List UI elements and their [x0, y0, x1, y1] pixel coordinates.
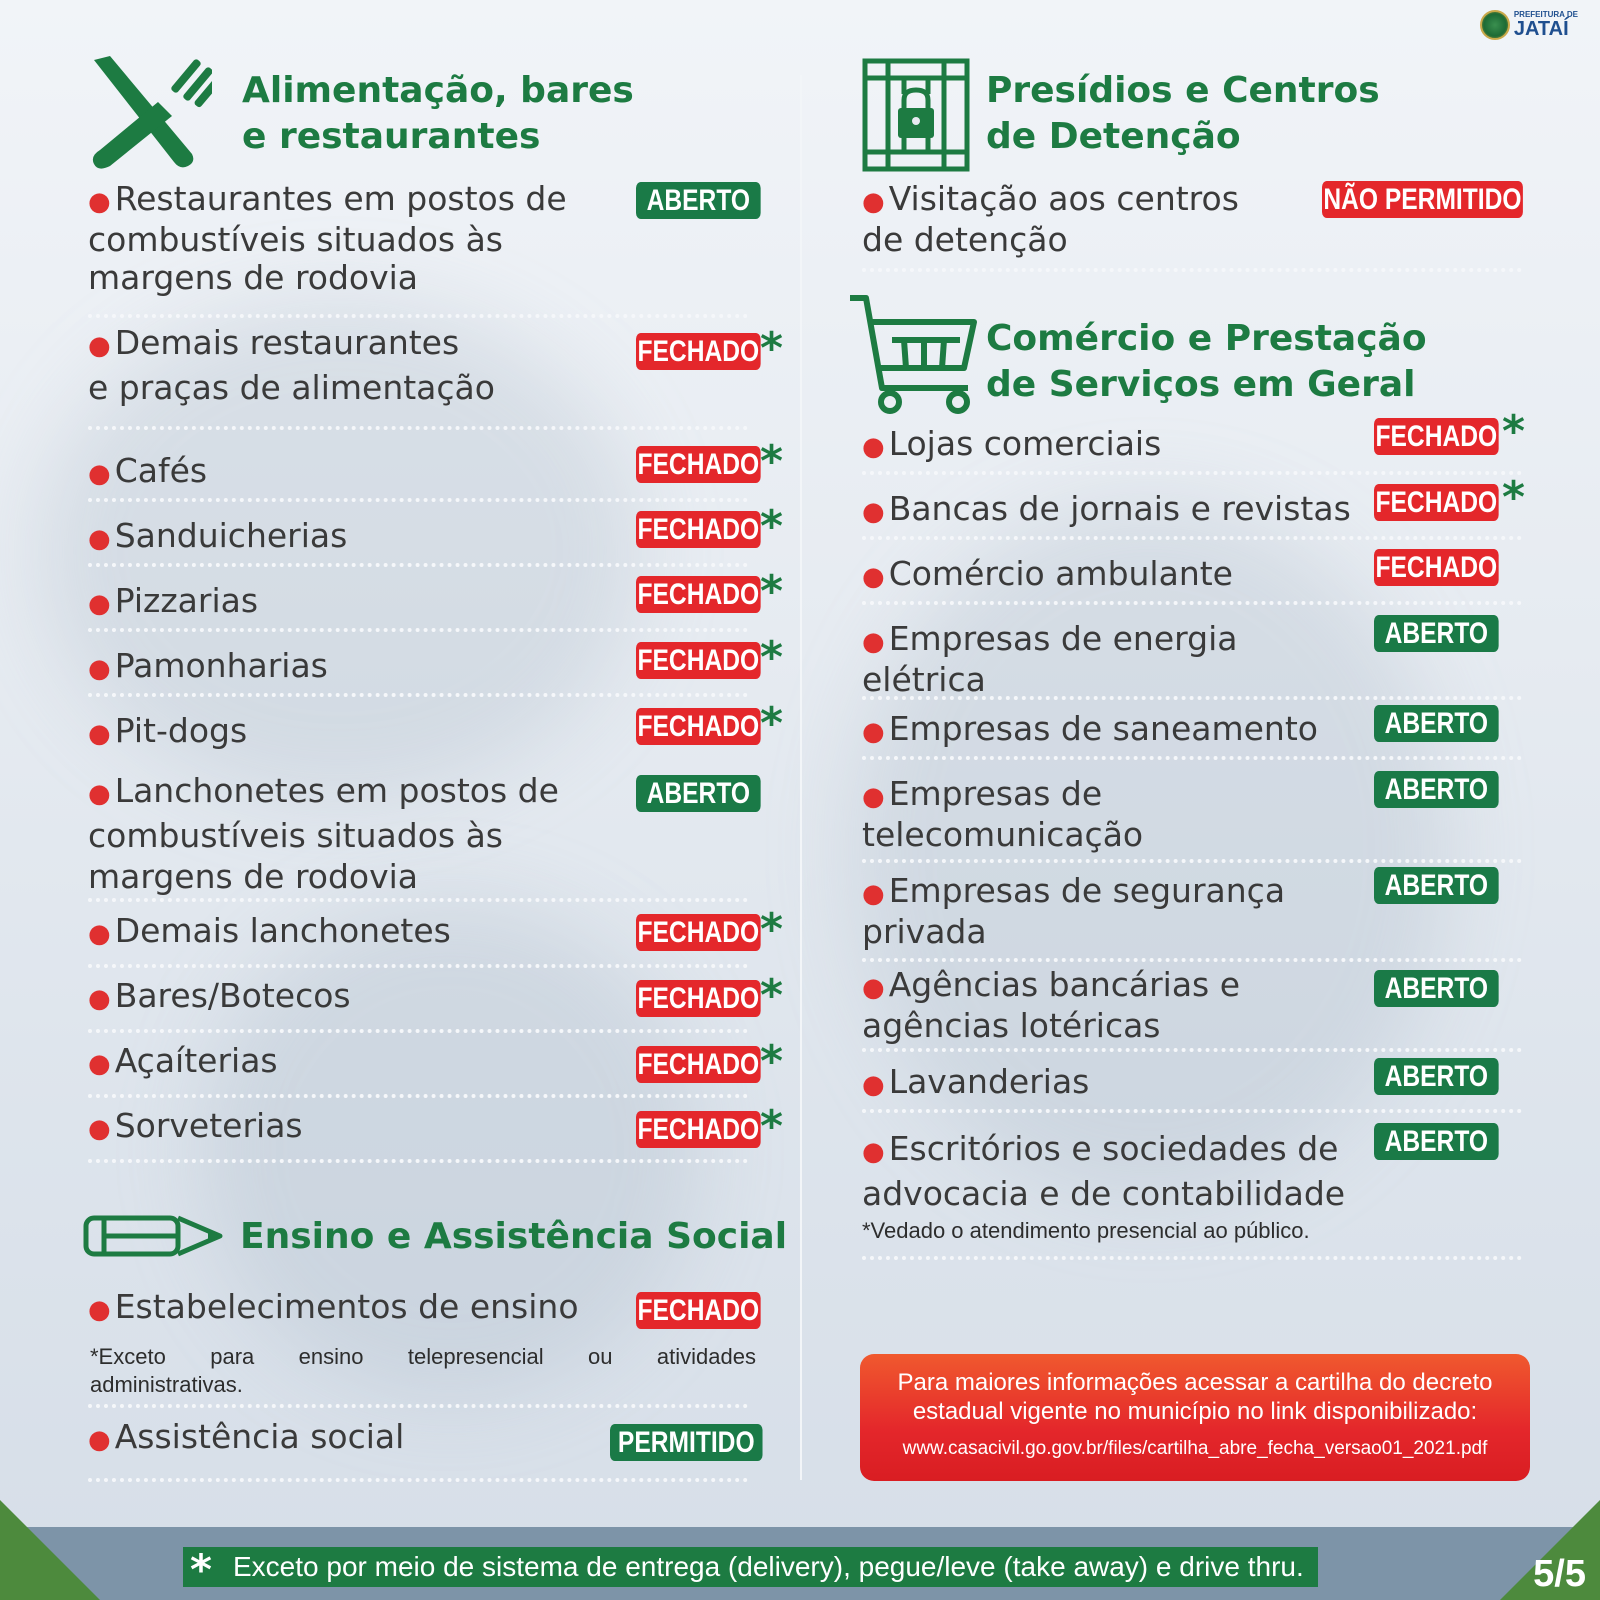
status-badge: FECHADO [637, 513, 760, 546]
education-note-line2: administrativas. [90, 1372, 243, 1397]
list-item: ● Escritórios e sociedades de advocacia e de contabilidade [862, 1129, 1346, 1213]
status-badge: FECHADO [637, 982, 760, 1015]
asterisk-icon: * [760, 566, 784, 617]
list-item: ● Sorveterias [88, 1107, 768, 1157]
asterisk-icon: * [760, 323, 784, 374]
list-item: ● Sanduicherias [88, 517, 768, 567]
food-title-line2: e restaurantes [242, 116, 541, 157]
status-badge: FECHADO [1375, 486, 1498, 519]
asterisk-icon: * [760, 1101, 784, 1152]
list-item: ● Lavanderias [862, 1063, 1530, 1113]
food-title-line1: Alimentação, bares [242, 70, 634, 111]
prefeitura-logo [1480, 10, 1578, 40]
list-item: ● Assistência social [88, 1418, 768, 1468]
logo-small-text: PREFEITURA DE [1513, 10, 1578, 19]
shopping-cart-icon [848, 292, 980, 416]
asterisk-icon: * [760, 1036, 784, 1087]
info-line2: estadual vigente no município no link disponibilizado: [912, 1398, 1478, 1425]
commerce-section-header [986, 316, 1427, 408]
status-badge: FECHADO [637, 644, 760, 677]
status-badge: FECHADO [637, 578, 760, 611]
asterisk-icon: * [760, 970, 784, 1021]
status-badge: FECHADO [637, 1048, 760, 1081]
status-badge: FECHADO [637, 1113, 760, 1146]
column-divider [800, 75, 802, 1480]
asterisk-icon: * [1502, 406, 1526, 457]
list-item: ● Demais lanchonetes [88, 912, 768, 962]
list-item: ● Lojas comerciais [862, 425, 1530, 475]
education-section-title: Ensino e Assistência Social [240, 1216, 788, 1257]
list-item: ● Comércio ambulante [862, 555, 1530, 605]
list-item: ● Açaíterias [88, 1042, 768, 1092]
info-box [860, 1354, 1530, 1481]
footer-triangle-left [0, 1500, 100, 1600]
education-note-line1: *Exceto para ensino telepresencial ou atividades [90, 1344, 756, 1369]
info-url-link[interactable]: www.casacivil.go.gov.br/files/cartilha_abre_fecha_versao01_2021.pdf [902, 1438, 1488, 1459]
fork-knife-icon [88, 50, 212, 174]
list-item: ● Cafés [88, 452, 768, 502]
status-badge: FECHADO [1375, 551, 1498, 584]
commerce-note: *Vedado o atendimento presencial ao público. [862, 1218, 1310, 1243]
status-badge: FECHADO [637, 710, 760, 743]
list-item: ● Pit-dogs [88, 711, 248, 750]
status-badge: FECHADO [637, 448, 760, 481]
list-item: ● Estabelecimentos de ensino [88, 1287, 579, 1326]
status-badge: ABERTO [1374, 615, 1499, 652]
list-item: ● Empresas de segurança privada [862, 872, 1530, 952]
status-badge: ABERTO [1374, 705, 1499, 742]
asterisk-icon: * [760, 632, 784, 683]
status-badge: PERMITIDO [610, 1424, 763, 1461]
page-number: 5/5 [1533, 1553, 1586, 1595]
status-badge: FECHADO [637, 335, 760, 368]
status-badge: FECHADO [1375, 420, 1498, 453]
prison-section-header [986, 68, 1380, 160]
info-line1: Para maiores informações acessar a cartilha do decreto [897, 1369, 1493, 1396]
footer-note: Exceto por meio de sistema de entrega (delivery), pegue/leve (take away) e drive thru. [183, 1547, 1318, 1587]
prison-title-line1: Presídios e Centros [986, 70, 1380, 111]
status-badge: FECHADO [637, 1294, 760, 1327]
status-badge: NÃO PERMITIDO [1323, 183, 1522, 216]
food-section-header [242, 68, 634, 160]
list-item: ● Pamonharias [88, 647, 768, 697]
list-item: ● Agências bancárias e agências lotéricas [862, 966, 1530, 1046]
list-item: ● Bares/Botecos [88, 977, 768, 1027]
logo-big-text: JATAÍ [1513, 18, 1569, 40]
list-item: ● Demais restaurantes e praças de alimentação [88, 322, 768, 412]
status-badge: ABERTO [636, 775, 761, 812]
city-seal-icon [1480, 10, 1510, 40]
status-badge: ABERTO [1374, 970, 1499, 1007]
commerce-title-line1: Comércio e Prestação [986, 318, 1427, 359]
list-item: ● Empresas de energia elétrica [862, 620, 1530, 700]
status-badge: FECHADO [637, 916, 760, 949]
list-item: ● Restaurantes em postos de combustíveis situados às margens de rodovia [88, 180, 768, 310]
list-item: ● Empresas de telecomunicação [862, 775, 1530, 855]
pencil-icon [82, 1214, 226, 1258]
asterisk-icon: * [760, 698, 784, 749]
prison-title-line2: de Detenção [986, 116, 1241, 157]
status-badge: ABERTO [1374, 771, 1499, 808]
prison-lock-icon [862, 58, 970, 172]
asterisk-icon: * [760, 436, 784, 487]
asterisk-icon: * [760, 904, 784, 955]
commerce-title-line2: de Serviços em Geral [986, 364, 1416, 405]
asterisk-icon: * [760, 501, 784, 552]
status-badge: ABERTO [1374, 1058, 1499, 1095]
list-item: ● Pizzarias [88, 582, 768, 632]
list-item: ● Bancas de jornais e revistas [862, 490, 1530, 540]
status-badge: ABERTO [1374, 1123, 1499, 1160]
list-item: ● Empresas de saneamento [862, 710, 1530, 760]
asterisk-icon: * [1502, 472, 1526, 523]
list-item: ● Lanchonetes em postos de combustíveis situados às margens de rodovia [88, 770, 768, 900]
status-badge: ABERTO [1374, 867, 1499, 904]
list-item: ● Visitação aos centros de detenção [862, 180, 1530, 270]
status-badge: ABERTO [636, 182, 761, 219]
asterisk-icon: * [190, 1545, 212, 1594]
